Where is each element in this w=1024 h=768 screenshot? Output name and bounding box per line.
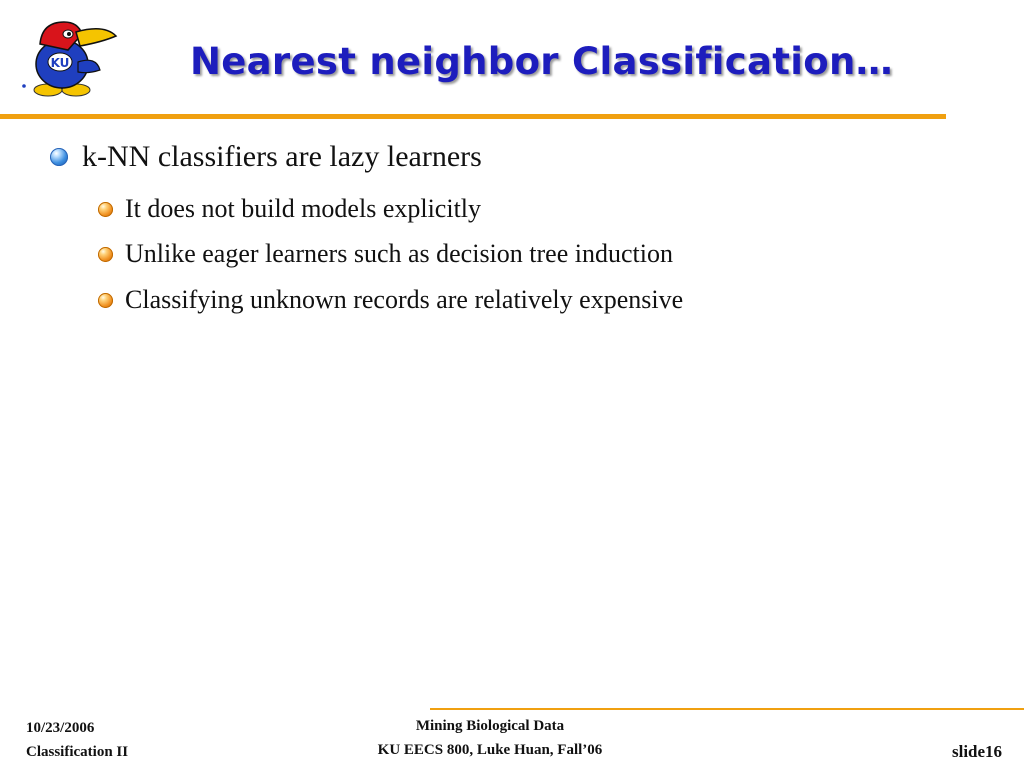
sub-bullet-text: It does not build models explicitly — [125, 194, 482, 223]
footer-date: 10/23/2006 — [26, 720, 95, 736]
sub-bullet-text: Unlike eager learners such as decision tree induction — [125, 239, 673, 268]
logo-ku-text: KU — [50, 56, 70, 70]
sub-bullet-item — [98, 239, 673, 269]
sub-bullet-text: Classifying unknown records are relatively expensive — [125, 285, 684, 314]
bullet-text: k-NN classifiers are lazy learners — [82, 140, 482, 173]
sub-bullet-item — [98, 285, 683, 315]
orange-bullet-icon — [98, 247, 113, 262]
footer-course-info — [340, 714, 640, 762]
footer-course-line2: KU EECS 800, Luke Huan, Fall’06 — [377, 742, 603, 758]
orange-bullet-icon — [98, 293, 113, 308]
footer-course-line1: Mining Biological Data — [415, 718, 565, 734]
footer-divider — [430, 708, 1024, 710]
orange-bullet-icon — [98, 202, 113, 217]
slide-title: Nearest neighbor Classification… — [190, 40, 893, 83]
slide-number: slide16 — [952, 742, 1003, 761]
bullet-item — [50, 140, 482, 174]
blue-bullet-icon — [50, 148, 68, 166]
sub-bullet-item — [98, 194, 481, 224]
footer-topic: Classification II — [26, 744, 129, 760]
